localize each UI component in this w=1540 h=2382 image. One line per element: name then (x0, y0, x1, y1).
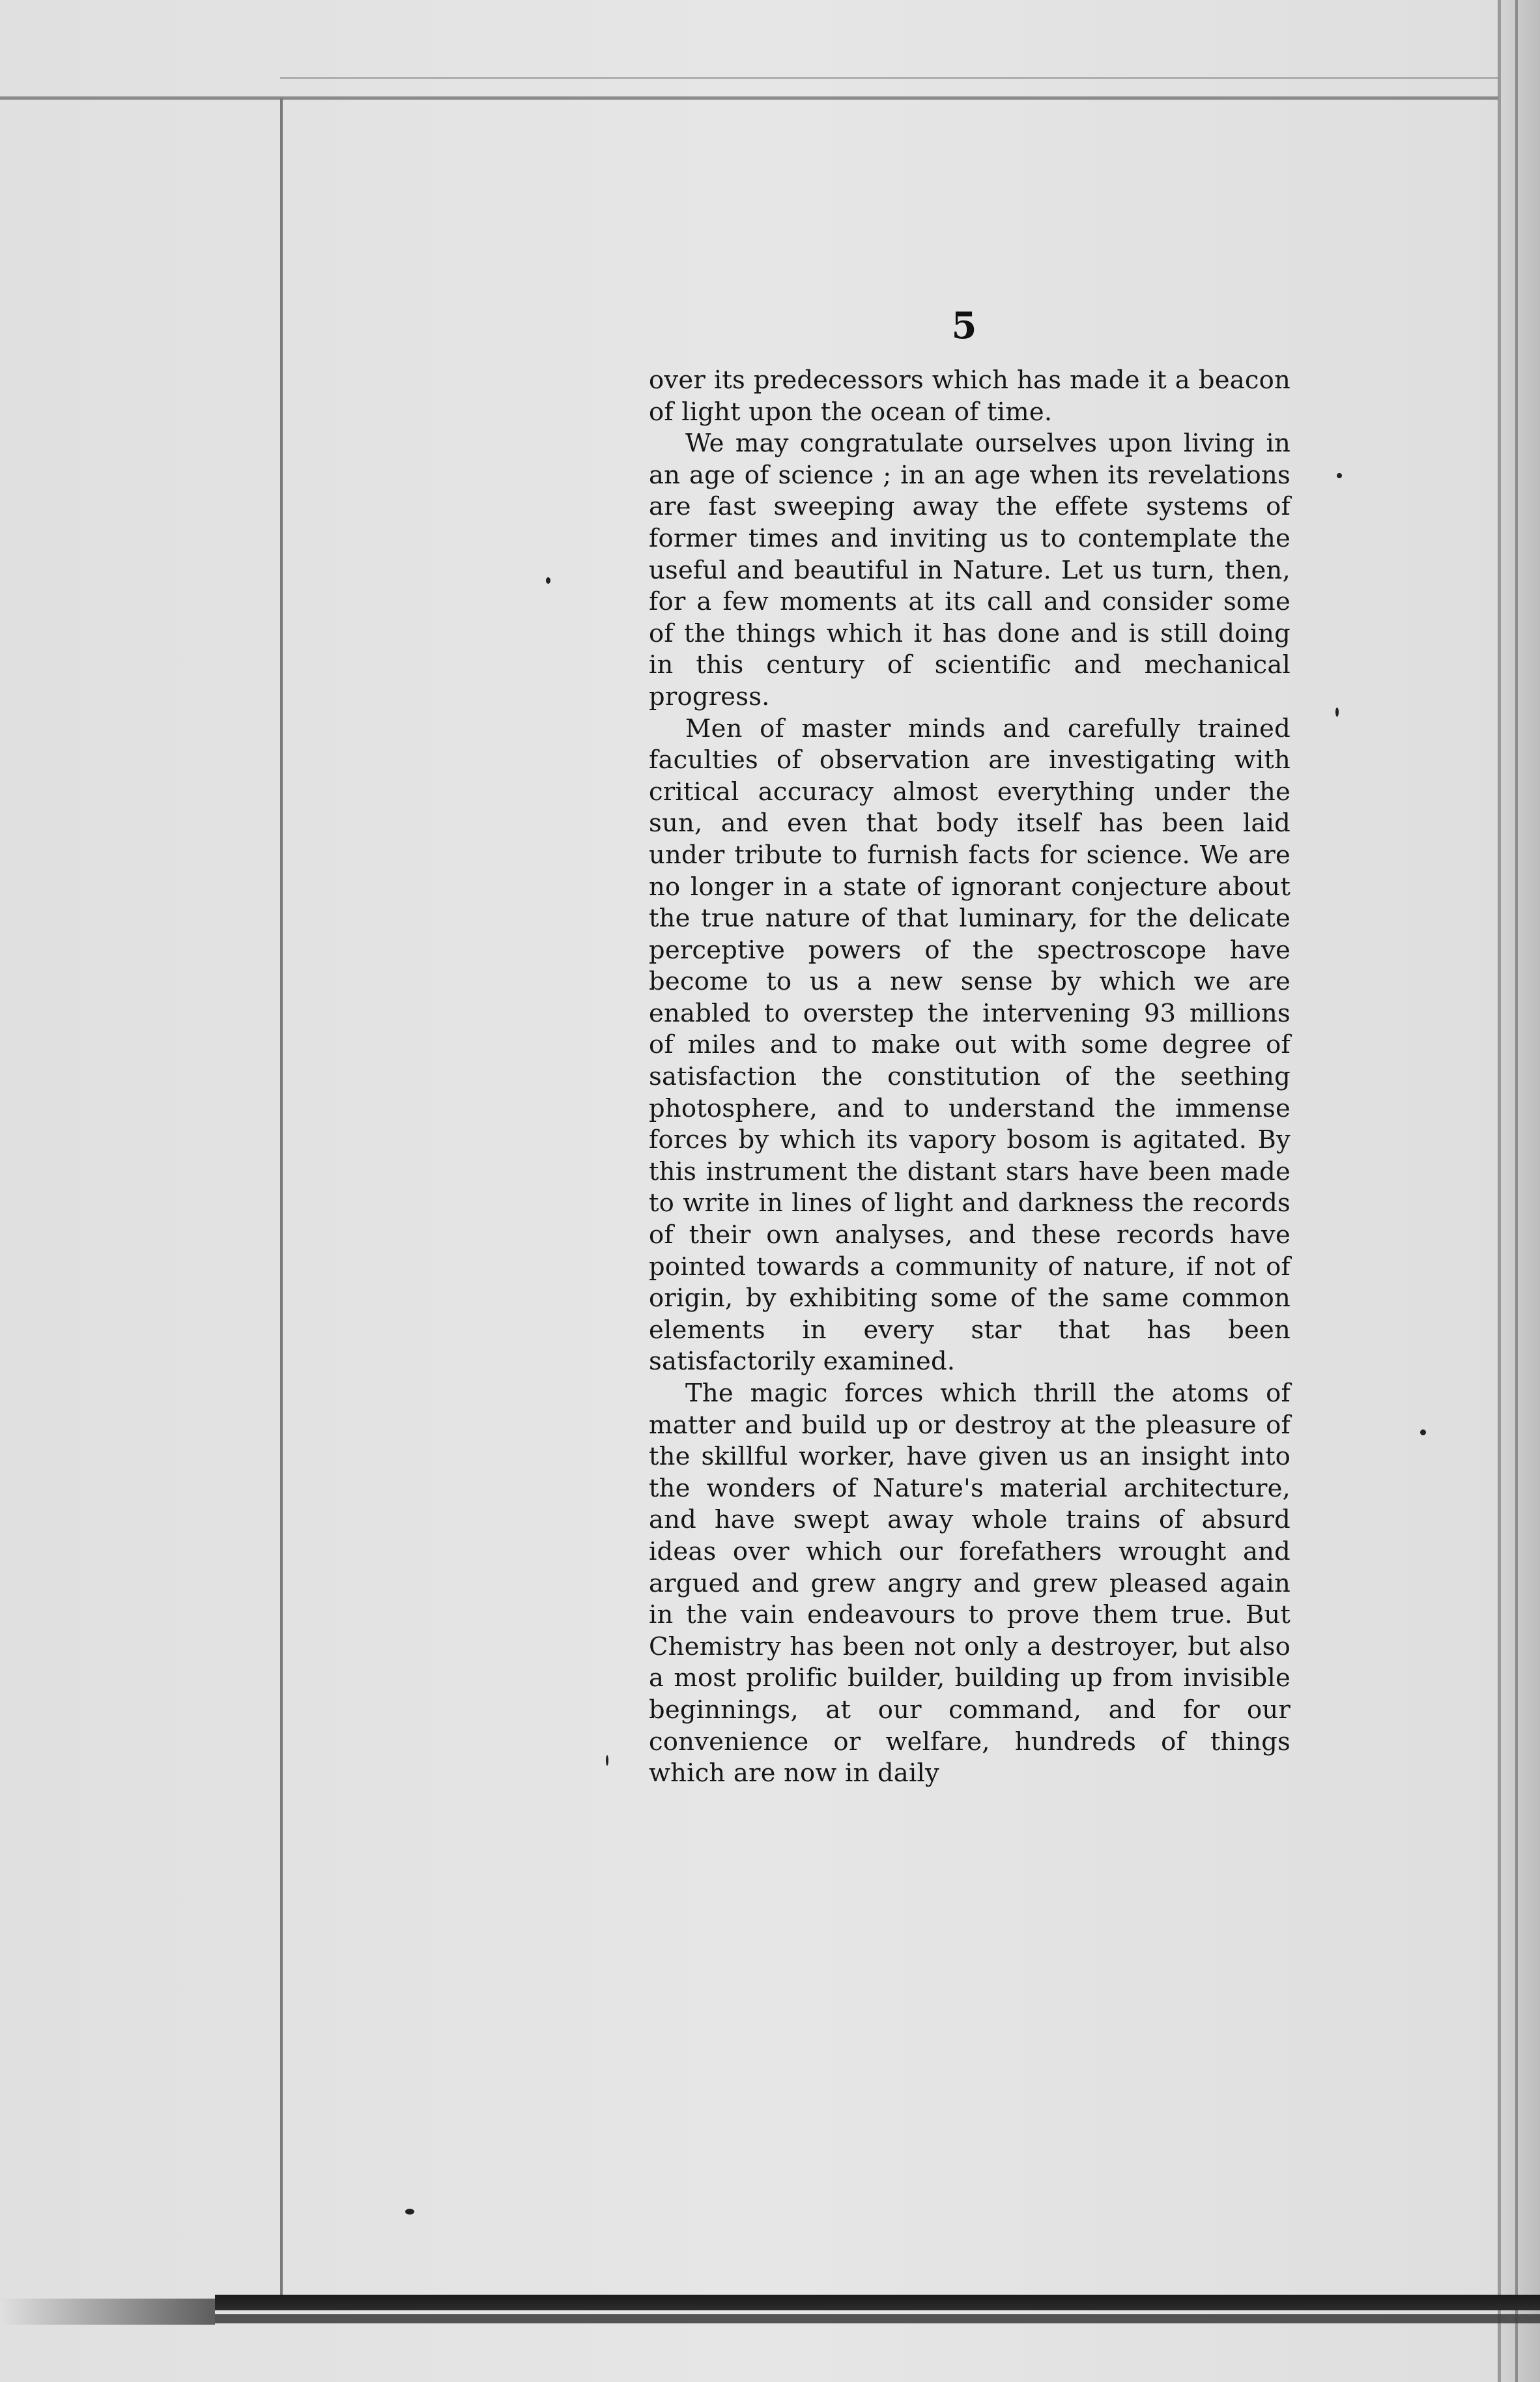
ink-speck (606, 1755, 608, 1766)
paragraph-spectroscope: Men of master minds and carefully trained faculties of observation are investigating with critical accuracy almost everything under the sun, and even that body itself has been laid under tribute to furnish facts for science. We are no longer in a state of ignorant conjecture about the true nature of that luminary, for the delicate perceptive powers of the spectroscope have become to us a new sense by which we are enabled to overstep the intervening 93 millions of miles and to make out with some degree of satisfaction the constitution of the seething photosphere, and to understand the immense forces by which its vapory bosom is agitated. By this instrument the distant stars have been made to write in lines of light and darkness the records of their own analyses, and these records have pointed towards a community of nature, if not of origin, by exhibiting some of the same common elements in every star that has been satisfactorily examined. (649, 713, 1290, 1377)
top-border-thin-rule (280, 77, 1498, 79)
left-margin-rule (280, 98, 283, 2300)
paragraph-chemistry: The magic forces which thrill the atoms of matter and build up or destroy at the pleasure of the skillful worker, have given us an insight into the wonders of Nature's material architecture, and have swept away whole trains of absurd ideas over which our forefathers wrought and argued and grew angry and grew pleased again in the vain endeavours to prove them true. But Chemistry has been not only a destroyer, but also a most prolific builder, building up from invisible beginnings, at our command, and for our convenience or welfare, hundreds of things which are now in daily (649, 1379, 1290, 1788)
page-number: 5 (951, 304, 977, 347)
ink-speck (1335, 708, 1339, 717)
bottom-shadow-fade (0, 2299, 215, 2325)
bottom-border-shadow (215, 2314, 1540, 2323)
ink-speck (1337, 473, 1342, 478)
ink-speck (546, 577, 550, 584)
paragraph-science-age: We may congratulate ourselves upon living in an age of science ; in an age when its revelations are fast sweeping away the effete systems of former times and inviting us to contemplate the useful and beautiful in Nature. Let us turn, then, for a few moments at its call and consider some of the things which it has done and is still doing in this century of scientific and mechanical progress. (649, 429, 1290, 711)
paragraph-continuation: over its predecessors which has made it a beacon of light upon the ocean of time. (649, 366, 1290, 427)
top-border-rule (0, 96, 1498, 100)
bottom-border-bar (215, 2295, 1540, 2310)
page-edge-line (1515, 0, 1518, 2382)
body-text-column (649, 365, 1290, 1790)
ink-speck (1420, 1429, 1426, 1435)
ink-speck (405, 2209, 414, 2215)
page-edge-right (1498, 0, 1540, 2382)
